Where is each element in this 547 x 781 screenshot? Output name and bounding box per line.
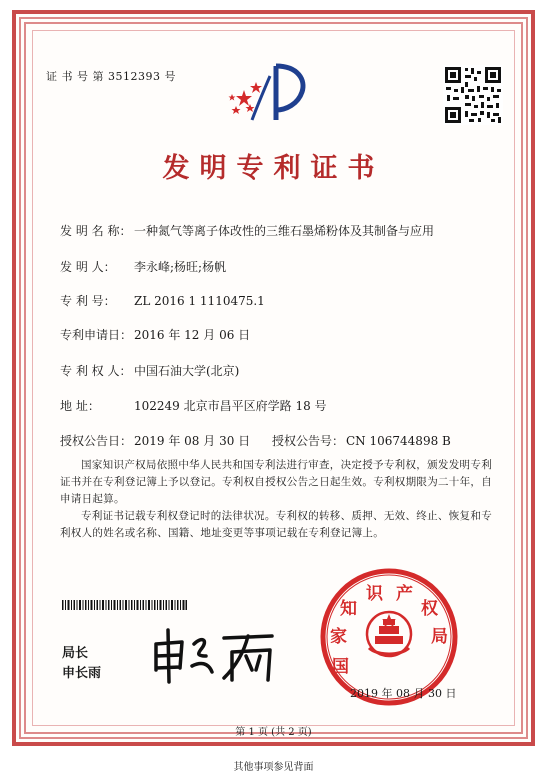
seal-char: 识	[366, 584, 383, 604]
seal-char: 国	[332, 657, 349, 677]
signatory-role: 局长	[62, 646, 89, 661]
application-date-value: 2016 年 12 月 06 日	[134, 328, 251, 342]
announcement-date-value: 2019 年 08 月 30 日	[134, 434, 251, 448]
announcement-date-label: 授权公告日：	[60, 434, 133, 448]
seal-char: 家	[330, 627, 347, 647]
seal-char: 权	[421, 599, 438, 619]
seal-char: 知	[340, 599, 357, 619]
grant-statement-paragraph: 国家知识产权局依照中华人民共和国专利法进行审查，决定授予专利权，颁发发明专利证书并在专利登记簿上予以登记。专利权自授权公告之日起生效。专利权期限为二十年，自申请日起算。	[60, 459, 492, 505]
certificate-number: 证 书 号 第 3512393 号	[46, 70, 176, 83]
application-date-label: 专利申请日：	[60, 328, 133, 342]
announcement-number-label: 授权公告号：	[272, 434, 345, 448]
page-number: 第 1 页 (共 2 页)	[235, 727, 312, 738]
inventors-value: 李永峰;杨旺;杨帆	[134, 260, 227, 274]
invention-name-row	[60, 222, 434, 239]
address-row	[60, 397, 327, 414]
patent-number-label: 专 利 号：	[60, 294, 116, 308]
inventors-row	[60, 258, 226, 275]
legal-status-paragraph: 专利证书记载专利权登记时的法律状况。专利权的转移、质押、无效、终止、恢复和专利权人的姓名或名称、国籍、地址变更等事项记载在专利登记簿上。	[60, 510, 492, 539]
patentee-label: 专 利 权 人：	[60, 364, 132, 378]
seal-date: 2019 年 08 月 30 日	[350, 687, 457, 700]
announcement-number-row	[272, 432, 451, 449]
seal-char: 产	[396, 584, 413, 604]
patentee-value: 中国石油大学(北京)	[134, 364, 240, 378]
patentee-row	[60, 362, 239, 379]
application-date-row	[60, 326, 250, 343]
seal-char: 局	[431, 627, 448, 647]
patent-number-row	[60, 292, 265, 309]
address-label: 地 址：	[60, 399, 100, 413]
inventors-label: 发 明 人：	[60, 260, 116, 274]
qr-code-icon	[443, 65, 503, 125]
announcement-number-value: CN 106744898 B	[346, 434, 451, 448]
certificate-title: 发明专利证书	[162, 153, 385, 184]
footer-note: 其他事项参见背面	[233, 762, 314, 773]
patent-number-value: ZL 2016 1 1110475.1	[134, 294, 265, 308]
announcement-date-row	[60, 432, 250, 449]
handwritten-signature	[148, 622, 280, 686]
address-value: 102249 北京市昌平区府学路 18 号	[134, 399, 327, 413]
barcode-icon	[62, 600, 187, 610]
cnipa-logo-icon	[226, 60, 316, 124]
invention-name-value: 一种氮气等离子体改性的三维石墨烯粉体及其制备与应用	[134, 224, 435, 238]
signatory-name: 申长雨	[62, 666, 102, 681]
invention-name-label: 发 明 名 称：	[60, 224, 132, 238]
